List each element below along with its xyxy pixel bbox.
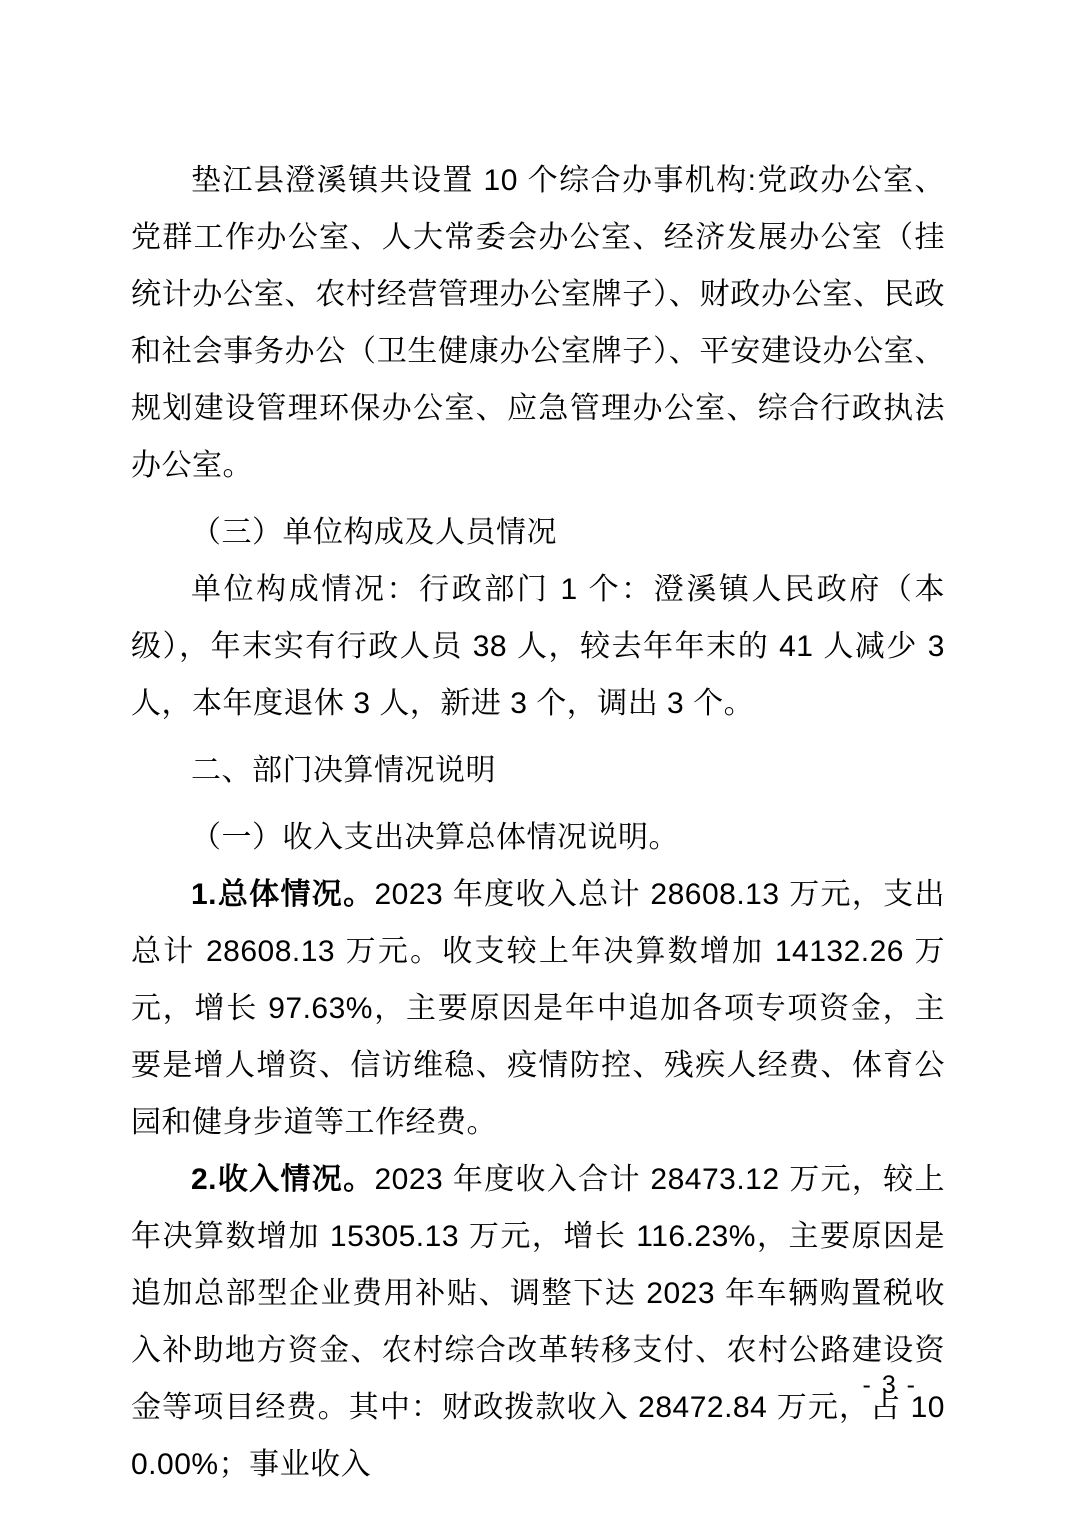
paragraph-overall-situation-text: 2023 年度收入总计 28608.13 万元，支出总计 28608.13 万元。收支较上年决算数增加 14132.26 万元，增长 97.63%，主要原因是年中追加各项专项资金，主要是增人增资、信访维稳、疫情防控、残疾人经费、体育公园和健身步道等工作经费。 <box>131 878 945 1139</box>
paragraph-unit-composition-details: 单位构成情况：行政部门 1 个：澄溪镇人民政府（本级），年末实有行政人员 38 人，较去年年末的 41 人减少 3 人，本年度退休 3 人，新进 3 个，调出 3 个。 <box>131 573 945 720</box>
paragraph-income-situation <box>131 1151 945 1493</box>
document-body <box>131 152 945 1493</box>
paragraph-overall-situation-lead: 1.总体情况。 <box>191 878 375 911</box>
paragraph-org-structure: 垫江县澄溪镇共设置 10 个综合办事机构:党政办公室、党群工作办公室、人大常委会办公室、经济发展办公室（挂统计办公室、农村经营管理办公室牌子）、财政办公室、民政和社会事务办公（卫生健康办公室牌子）、平安建设办公室、规划建设管理环保办公室、应急管理办公室、综合行政执法办公室。 <box>131 164 945 482</box>
heading-part-two-final-accounts: 二、部门决算情况说明 <box>191 754 496 787</box>
paragraph-overall-situation <box>131 866 945 1151</box>
heading-section-three-unit-composition: （三）单位构成及人员情况 <box>191 516 557 549</box>
paragraph-income-situation-lead: 2.收入情况。 <box>191 1163 375 1196</box>
paragraph-income-situation-text: 2023 年度收入合计 28473.12 万元，较上年决算数增加 15305.13 万元，增长 116.23%，主要原因是追加总部型企业费用补贴、调整下达 2023 年车辆购置税收入补助地方资金、农村综合改革转移支付、农村公路建设资金等项目经费。其中：财政拨款收入 28472.84 万元，占 100.00%；事业收入 <box>131 1163 945 1481</box>
heading-subsection-one-income-expenditure: （一）收入支出决算总体情况说明。 <box>191 821 679 854</box>
page-number: - 3 - <box>862 1371 917 1399</box>
